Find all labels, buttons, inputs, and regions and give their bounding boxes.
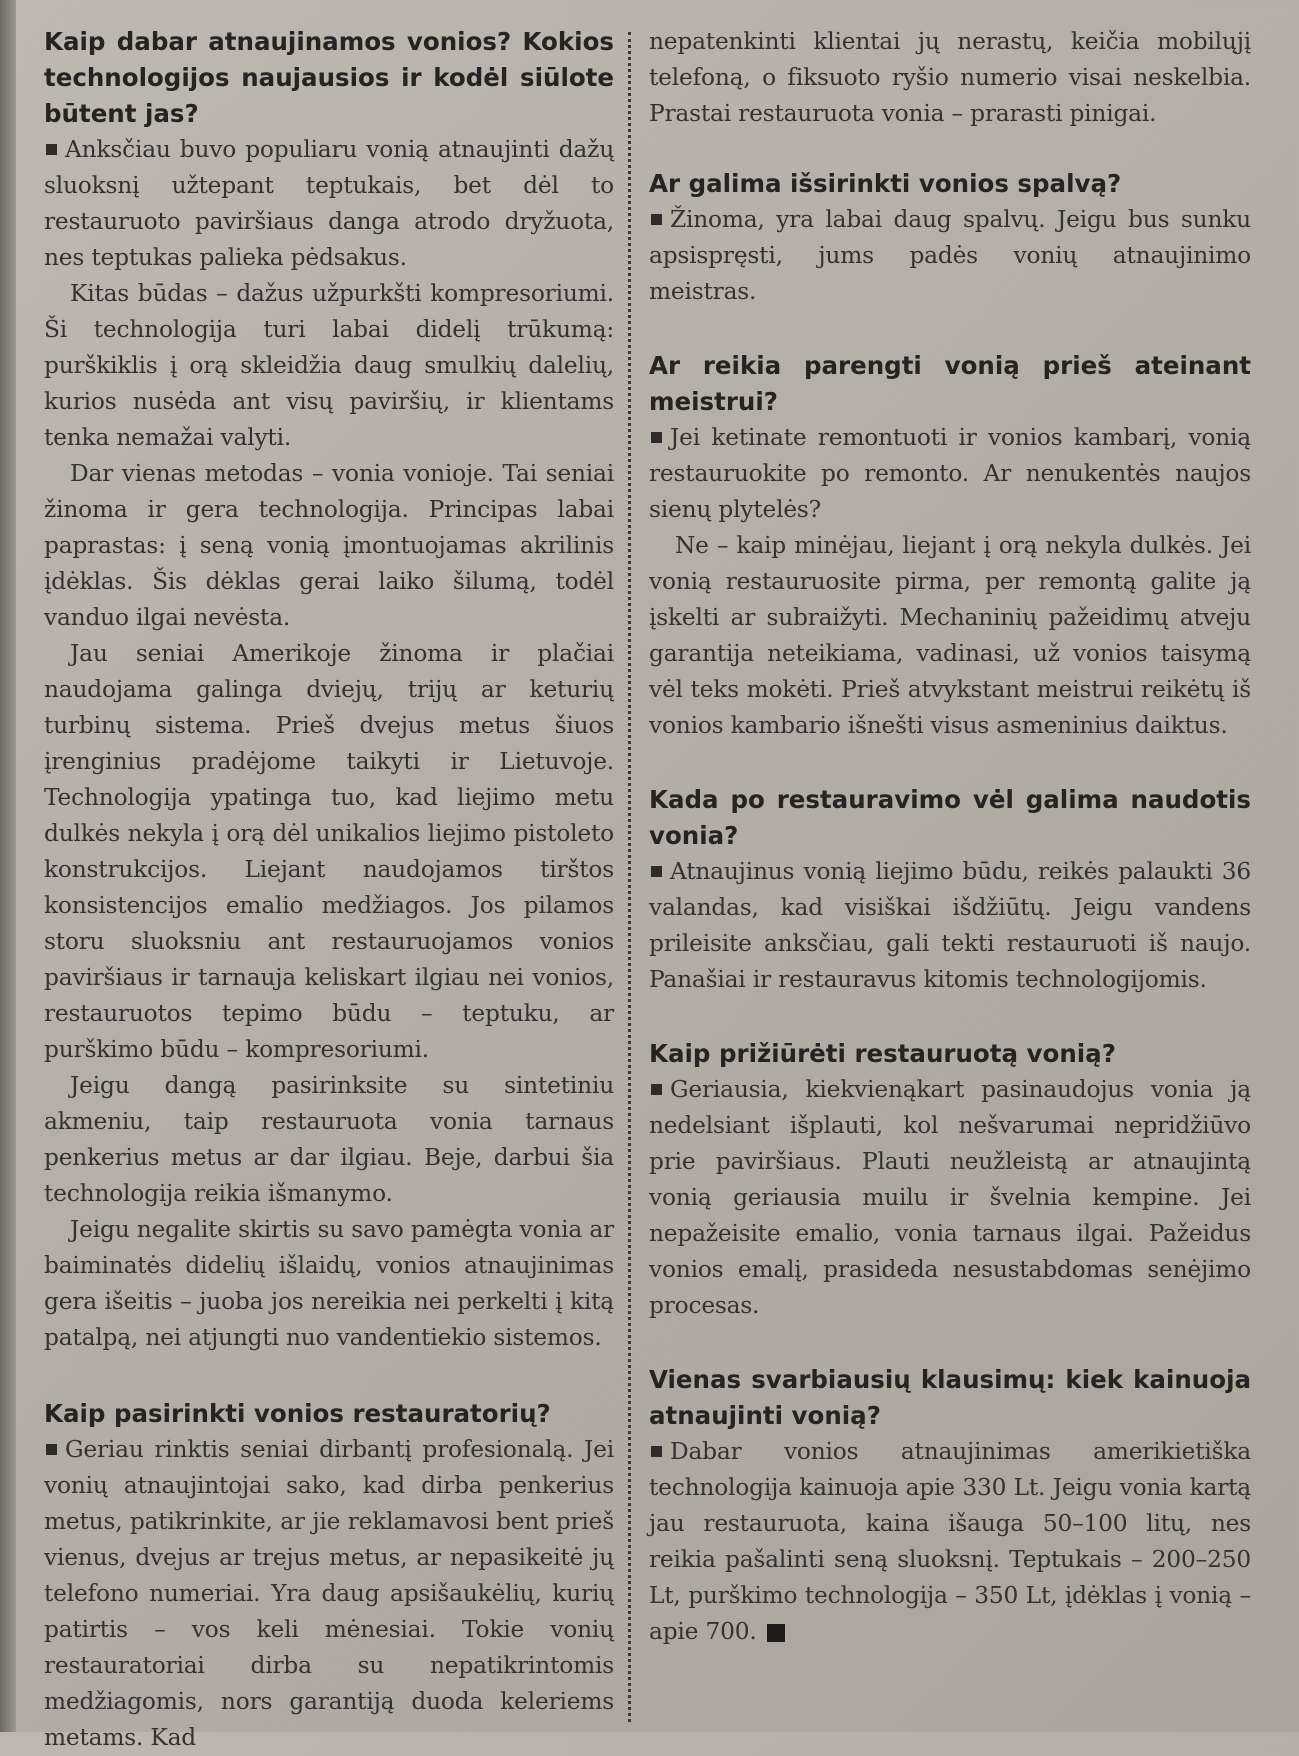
- answer-paragraph: Jeigu dangą pasirinksite su sintetiniu akmeniu, taip restauruota vonia tarnaus penkerius metus ar dar ilgiau. Beje, darbui šia technologija reikia išmanymo.: [44, 1072, 614, 1207]
- bullet-icon: [651, 866, 662, 877]
- answer-paragraph: Žinoma, yra labai daug spalvų. Jeigu bus sunku apsispręsti, jums padės vonių atnaujinimo meistras.: [649, 206, 1251, 305]
- question-heading: Kaip prižiūrėti restauruotą vonią?: [649, 1039, 1116, 1068]
- answer-paragraph: Dabar vonios atnaujinimas amerikietiška technologija kainuoja apie 330 Lt. Jeigu vonia kartą jau restauruota, kaina išauga 50–100 litų, nes reikia pašalinti seną sluoksnį. Teptukais – 200–250 Lt, purškimo technologija – 350 Lt, įdėklas į vonią – apie 700.: [649, 1438, 1251, 1645]
- answer-paragraph: Anksčiau buvo populiaru vonią atnaujinti dažų sluoksnį užtepant teptukais, bet dėl to restauruoto paviršiaus danga atrodo dryžuota, nes teptukas palieka pėdsakus.: [44, 136, 614, 271]
- answer-paragraph: Dar vienas metodas – vonia vonioje. Tai seniai žinoma ir gera technologija. Principas labai paprastas: į seną vonią įmontuojamas akrilinis įdėklas. Šis dėklas gerai laiko šilumą, todėl vanduo ilgai nevėsta.: [44, 460, 614, 631]
- qa-section-preparation: [649, 348, 1251, 744]
- qa-section-color: [649, 166, 1251, 310]
- bullet-icon: [651, 1084, 662, 1095]
- bullet-icon: [651, 214, 662, 225]
- answer-paragraph: Geriausia, kiekvienąkart pasinaudojus vonia ją nedelsiant išplauti, kol nešvarumai nepridžiūvo prie paviršiaus. Plauti neužleistą ar atnaujintą vonią geriausia muilu ir švelnia kempine. Jei nepažeisite emalio, vonia tarnaus ilgai. Pažeidus vonios emalį, prasideda nesustabdomas senėjimo procesas.: [649, 1076, 1251, 1319]
- bullet-icon: [46, 1444, 57, 1455]
- qa-section-usage-after: [649, 782, 1251, 998]
- answer-paragraph: Geriau rinktis seniai dirbantį profesionalą. Jei vonių atnaujintojai sako, kad dirba penkerius metus, patikrinkite, ar jie reklamavosi bent prieš vienus, dvejus ar trejus metus, ar nepasikeitė jų telefono numeriai. Yra daug apsišaukėlių, kurių patirtis – vos keli mėnesiai. Tokie vonių restauratoriai dirba su nepatikrintomis medžiagomis, nors garantiją duoda keleriems metams. Kad: [44, 1436, 614, 1751]
- qa-section-price: [649, 1362, 1251, 1650]
- bullet-icon: [651, 432, 662, 443]
- answer-paragraph: Jau seniai Amerikoje žinoma ir plačiai naudojama galinga dviejų, trijų ar keturių turbinų sistema. Prieš dvejus metus šiuos įrenginius pradėjome taikyti ir Lietuvoje. Technologija ypatinga tuo, kad liejimo metu dulkės nekyla į orą dėl unikalios liejimo pistoleto konstrukcijos. Liejant naudojamos tirštos konsistencijos emalio medžiagos. Jos pilamos storu sluoksniu ant restauruojamos vonios paviršiaus ir tarnauja keliskart ilgiau nei vonios, restauruotos tepimo būdu – teptuku, ar purškimo būdu – kompresoriumi.: [44, 640, 614, 1063]
- question-heading: Vienas svarbiausių klausimų: kiek kainuoja atnaujinti vonią?: [649, 1365, 1251, 1430]
- question-heading: Kaip dabar atnaujinamos vonios? Kokios technologijos naujausios ir kodėl siūlote būtent jas?: [44, 27, 614, 128]
- left-column: [44, 24, 628, 1751]
- qa-continuation: [649, 24, 1251, 132]
- bullet-icon: [46, 144, 57, 155]
- qa-section-choose-restorer: [44, 1396, 614, 1756]
- answer-paragraph: Jei ketinate remontuoti ir vonios kambarį, vonią restauruokite po remonto. Ar nenukentės naujos sienų plytelės?: [649, 424, 1251, 523]
- end-of-article-icon: [767, 1624, 785, 1642]
- answer-paragraph: Atnaujinus vonią liejimo būdu, reikės palaukti 36 valandas, kad visiškai išdžiūtų. Jeigu vandens prileisite anksčiau, gali tekti restauruoti iš naujo. Panašiai ir restauravus kitomis technologijomis.: [649, 858, 1251, 993]
- right-column: [631, 24, 1251, 1732]
- question-heading: Kaip pasirinkti vonios restauratorių?: [44, 1399, 551, 1428]
- answer-paragraph: Kitas būdas – dažus užpurkšti kompresoriumi. Ši technologija turi labai didelį trūkumą: purškiklis į orą skleidžia daug smulkių dalelių, kurios nusėda ant visų paviršių, ir klientams tenka nemažai valyti.: [44, 280, 614, 451]
- question-heading: Kada po restauravimo vėl galima naudotis vonia?: [649, 785, 1251, 850]
- question-heading: Ar galima išsirinkti vonios spalvą?: [649, 169, 1122, 198]
- question-heading: Ar reikia parengti vonią prieš ateinant meistrui?: [649, 351, 1251, 416]
- bullet-icon: [651, 1446, 662, 1457]
- answer-paragraph: Ne – kaip minėjau, liejant į orą nekyla dulkės. Jei vonią restauruosite pirma, per remontą galite ją įskelti ar subraižyti. Mechaninių pažeidimų atveju garantija neteikiama, vadinasi, už vonios taisymą vėl teks mokėti. Prieš atvykstant meistrui reikėtų iš vonios kambario išnešti visus asmeninius daiktus.: [649, 532, 1251, 739]
- answer-paragraph: nepatenkinti klientai jų nerastų, keičia mobilųjį telefoną, o fiksuoto ryšio numerio visai neskelbia. Prastai restauruota vonia – prarasti pinigai.: [649, 28, 1251, 127]
- answer-paragraph: Jeigu negalite skirtis su savo pamėgta vonia ar baiminatės didelių išlaidų, vonios atnaujinimas gera išeitis – juoba jos nereikia nei perkelti į kitą patalpą, nei atjungti nuo vandentiekio sistemos.: [44, 1216, 614, 1351]
- qa-section-care: [649, 1036, 1251, 1324]
- qa-section-renovation-methods: [44, 24, 614, 1356]
